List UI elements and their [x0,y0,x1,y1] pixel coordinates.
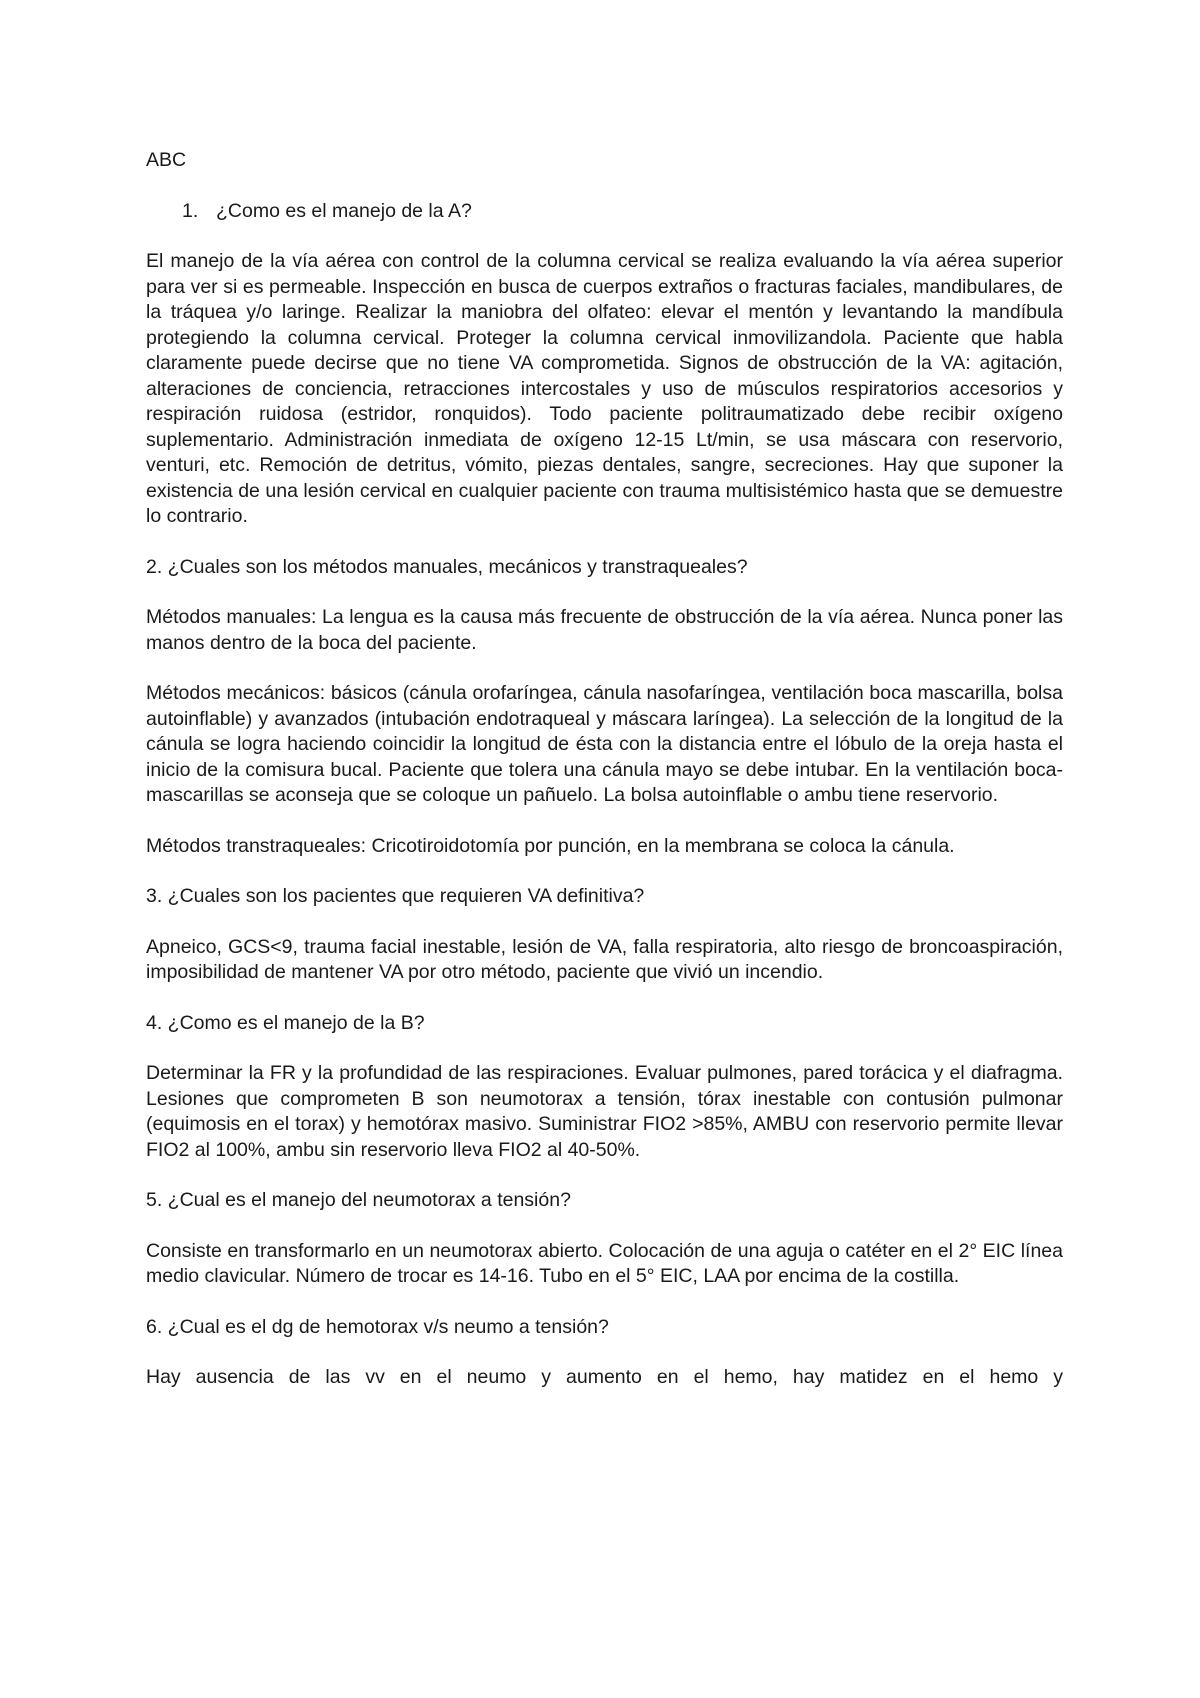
question-4: 4. ¿Como es el manejo de la B? [146,1011,425,1034]
question-5: 5. ¿Cual es el manejo del neumotorax a tensión? [146,1189,571,1211]
question-6: 6. ¿Cual es el dg de hemotorax v/s neumo a tensión? [146,1315,609,1338]
answer-5-paragraph: Consiste en transformarlo en un neumotorax abierto. Colocación de una aguja o catéter en el 2° EIC línea medio clavicular. Número de trocar es 14-16. Tubo en el 5° EIC, LAA por encima de la costilla. [146,1239,1063,1287]
answer-4-paragraph: Determinar la FR y la profundidad de las respiraciones. Evaluar pulmones, pared torácica y el diafragma. Lesiones que comprometen B son neumotorax a tensión, tórax inestable con contusión pulmonar (equimosis en el torax) y hemotórax masivo. Suministrar FIO2 >85%, AMBU con reservorio permite llevar FIO2 al 100%, ambu sin reservorio lleva FIO2 al 40-50%. [146,1062,1063,1161]
answer-2-transtracheal-methods: Métodos transtraqueales: Cricotiroidotomía por punción, en la membrana se coloca la cánula. [146,834,955,857]
question-2: 2. ¿Cuales son los métodos manuales, mecánicos y transtraqueales? [146,555,748,578]
document-title: ABC [146,149,187,171]
answer-2-manual-methods: Métodos manuales: La lengua es la causa más frecuente de obstrucción de la vía aérea. Nunca poner las manos dentro de la boca del paciente. [146,606,1063,654]
document-body [146,148,1063,1416]
question-1 [146,199,1063,225]
question-3: 3. ¿Cuales son los pacientes que requieren VA definitiva? [146,885,645,907]
answer-1-paragraph: El manejo de la vía aérea con control de la columna cervical se realiza evaluando la vía aérea superior para ver si es permeable. Inspección en busca de cuerpos extraños o fracturas faciales, mandibulares, de la tráquea y/o laringe. Realizar la maniobra del olfateo: elevar el mentón y levantando la mandíbula protegiendo la columna cervical. Proteger la columna cervical inmovilizandola. Paciente que habla claramente puede decirse que no tiene VA comprometida. Signos de obstrucción de la VA: agitación, alteraciones de conciencia, retracciones intercostales y uso de músculos respiratorios accesorios y respiración ruidosa (estridor, ronquidos). Todo paciente politraumatizado debe recibir oxígeno suplementario. Administración inmediata de oxígeno 12-15 Lt/min, se usa máscara con reservorio, venturi, etc. Remoción de detritus, vómito, piezas dentales, sangre, secreciones. Hay que suponer la existencia de una lesión cervical en cualquier paciente con trauma multisistémico hasta que se demuestre lo contrario. [146,250,1063,527]
question-1-text: ¿Como es el manejo de la A? [216,199,472,222]
answer-3-paragraph: Apneico, GCS<9, trauma facial inestable, lesión de VA, falla respiratoria, alto riesgo de broncoaspiración, imposibilidad de mantener VA por otro método, paciente que vivió un incendio. [146,935,1063,983]
answer-2-mechanical-methods: Métodos mecánicos: básicos (cánula orofaríngea, cánula nasofaríngea, ventilación boca mascarilla, bolsa autoinflable) y avanzados (intubación endotraqueal y máscara laríngea). La selección de la longitud de la cánula se logra haciendo coincidir la longitud de ésta con la distancia entre el lóbulo de la oreja hasta el inicio de la comisura bucal. Paciente que tolera una cánula mayo se debe intubar. En la ventilación boca-mascarillas se aconseja que se coloque un pañuelo. La bolsa autoinflable o ambu tiene reservorio. [146,682,1063,806]
question-1-number: 1. [182,199,199,222]
answer-6-paragraph: Hay ausencia de las vv en el neumo y aumento en el hemo, hay matidez en el hemo y [146,1366,1063,1388]
